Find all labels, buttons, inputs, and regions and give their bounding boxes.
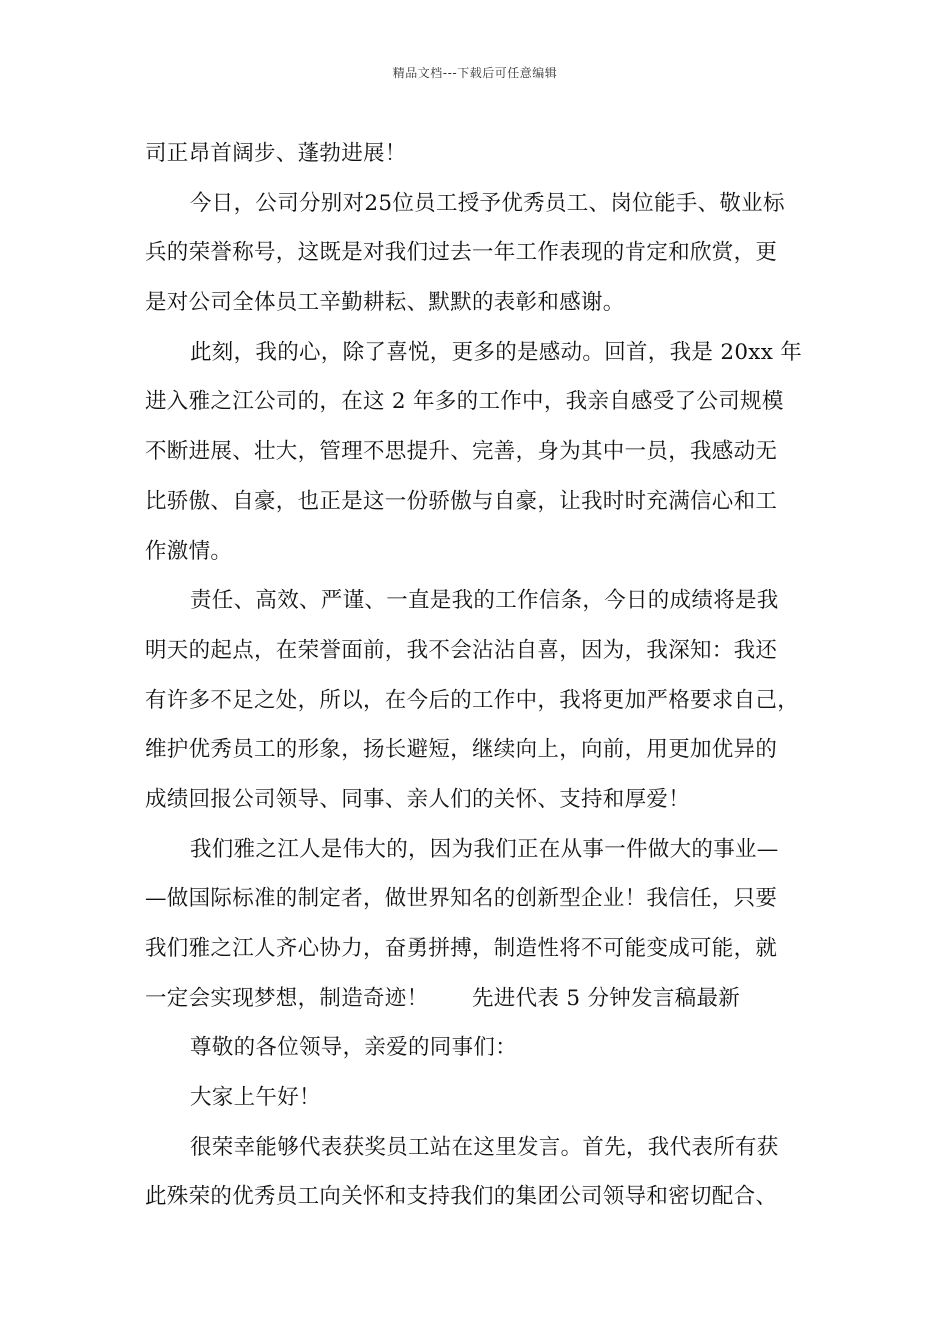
text-line: 进入雅之江公司的，在这 2 年多的工作中，我亲自感受了公司规模: [145, 389, 784, 415]
text-line: 我们雅之江人是伟大的，因为我们正在从事一件做大的事业—: [190, 836, 779, 862]
text-line: 此殊荣的优秀员工向关怀和支持我们的集团公司领导和密切配合、: [145, 1184, 778, 1210]
text-line: 今日，公司分别对25位员工授予优秀员工、岗位能手、敬业标: [190, 190, 785, 216]
text-line: 兵的荣誉称号，这既是对我们过去一年工作表现的肯定和欣赏，更: [145, 240, 778, 266]
text-line: 此刻，我的心，除了喜悦，更多的是感动。回首，我是 20xx 年: [190, 339, 803, 365]
text-line: —做国际标准的制定者，做世界知名的创新型企业！我信任，只要: [145, 886, 778, 912]
page-header: 精品文档---下载后可任意编辑: [392, 66, 558, 80]
text-line: 不断进展、壮大，管理不思提升、完善，身为其中一员，我感动无: [145, 439, 778, 465]
text-line: 司正昂首阔步、蓬勃进展！: [145, 141, 407, 166]
text-line: 成绩回报公司领导、同事、亲人们的关怀、支持和厚爱！: [145, 786, 691, 812]
text-line: 比骄傲、自豪，也正是这一份骄傲与自豪，让我时时充满信心和工: [145, 488, 778, 514]
text-line: 尊敬的各位领导，亲爱的同事们：: [190, 1035, 518, 1061]
text-line: 一定会实现梦想，制造奇迹！ 先进代表 5 分钟发言稿最新: [145, 985, 741, 1011]
text-line: 有许多不足之处，所以，在今后的工作中，我将更加严格要求自己，: [145, 687, 800, 713]
text-line: 责任、高效、严谨、一直是我的工作信条，今日的成绩将是我: [190, 588, 779, 614]
text-line: 作激情。: [145, 538, 233, 564]
document-body: [145, 129, 825, 1222]
text-line: 很荣幸能够代表获奖员工站在这里发言。首先，我代表所有获: [190, 1134, 779, 1160]
text-line: 维护优秀员工的形象，扬长避短，继续向上，向前，用更加优异的: [145, 737, 778, 763]
text-line: 是对公司全体员工辛勤耕耘、默默的表彰和感谢。: [145, 290, 625, 316]
text-line: 我们雅之江人齐心协力，奋勇拼搏，制造性将不可能变成可能，就: [145, 936, 778, 961]
text-line: 明天的起点，在荣誉面前，我不会沾沾自喜，因为，我深知：我还: [145, 637, 778, 663]
text-line: 大家上午好！: [190, 1085, 321, 1111]
